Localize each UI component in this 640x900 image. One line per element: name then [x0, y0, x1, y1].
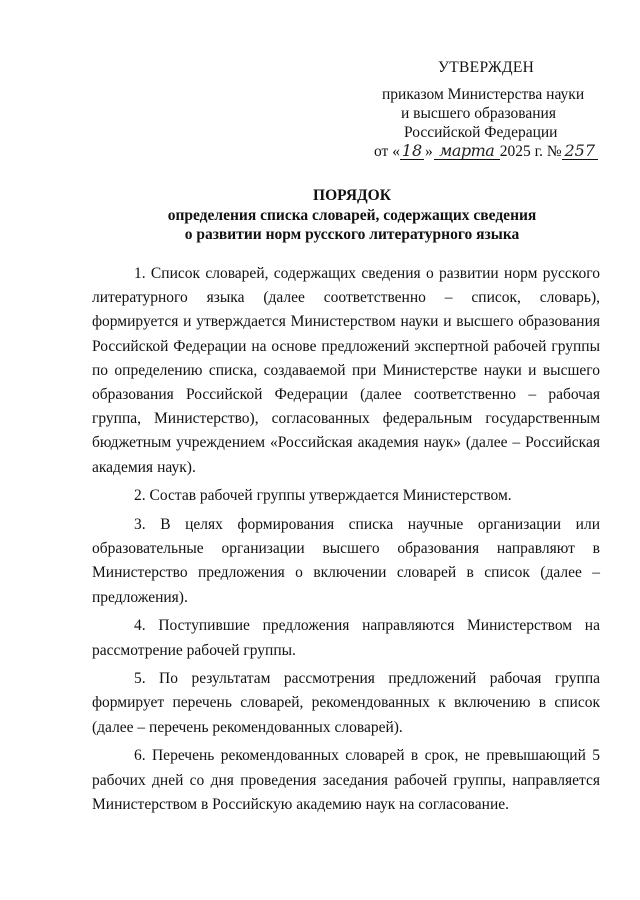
paragraph-1: 1. Список словарей, содержащих сведения о развитии норм русского литературного языка (далее соответственно – список, словарь), формируется и утверждается Министерством науки и высшего образования Российской Федерации на основе предложений экспертной рабочей группы по определению списка, создаваемой при Министерстве науки и высшего образования Российской Федерации (далее соответственно – рабочая группа, Министерство), согласованных федеральным государственным бюджетным учреждением «Российская академия наук» (далее – Российская академия наук).	[92, 265, 600, 476]
paragraph-5: 5. По результатам рассмотрения предложений рабочая группа формирует перечень словарей, рекомендованных к включению в список (далее – перечень рекомендованных словарей).	[92, 670, 600, 736]
paragraph-6: 6. Перечень рекомендованных словарей в срок, не превышающий 5 рабочих дней со дня проведения заседания рабочей группы, направляется Министерством в Российскую академию наук на согласование.	[92, 747, 600, 813]
handwritten-month: марта	[434, 143, 500, 160]
paragraph-2: 2. Состав рабочей группы утверждается Министерством.	[134, 487, 512, 505]
date-prefix: от «	[374, 143, 400, 160]
date-quote-close: »	[424, 143, 433, 160]
document-body	[92, 262, 600, 821]
approval-date-line	[374, 142, 598, 161]
approval-line-2: и высшего образования	[401, 105, 556, 122]
approval-heading: УТВЕРЖДЕН	[438, 59, 535, 76]
paragraph-3: 3. В целях формирования списка научные организации или образовательные организации высшего образования направляют в Министерство предложения о включении словарей в список (далее – предложения).	[92, 516, 600, 606]
title-sub-2: о развитии норм русского литературного языка	[184, 226, 520, 243]
date-year: 2025 г. №	[499, 143, 562, 160]
paragraph-4: 4. Поступившие предложения направляются Министерством на рассмотрение рабочей группы.	[92, 617, 600, 659]
title-sub-1: определения списка словарей, содержащих сведения	[167, 207, 537, 224]
approval-line-3: Российской Федерации	[404, 124, 558, 141]
handwritten-order-number: 257	[562, 143, 598, 160]
handwritten-day: 18	[401, 141, 423, 160]
approval-line-1: приказом Министерства науки	[382, 86, 585, 103]
title-main: ПОРЯДОК	[313, 187, 391, 204]
